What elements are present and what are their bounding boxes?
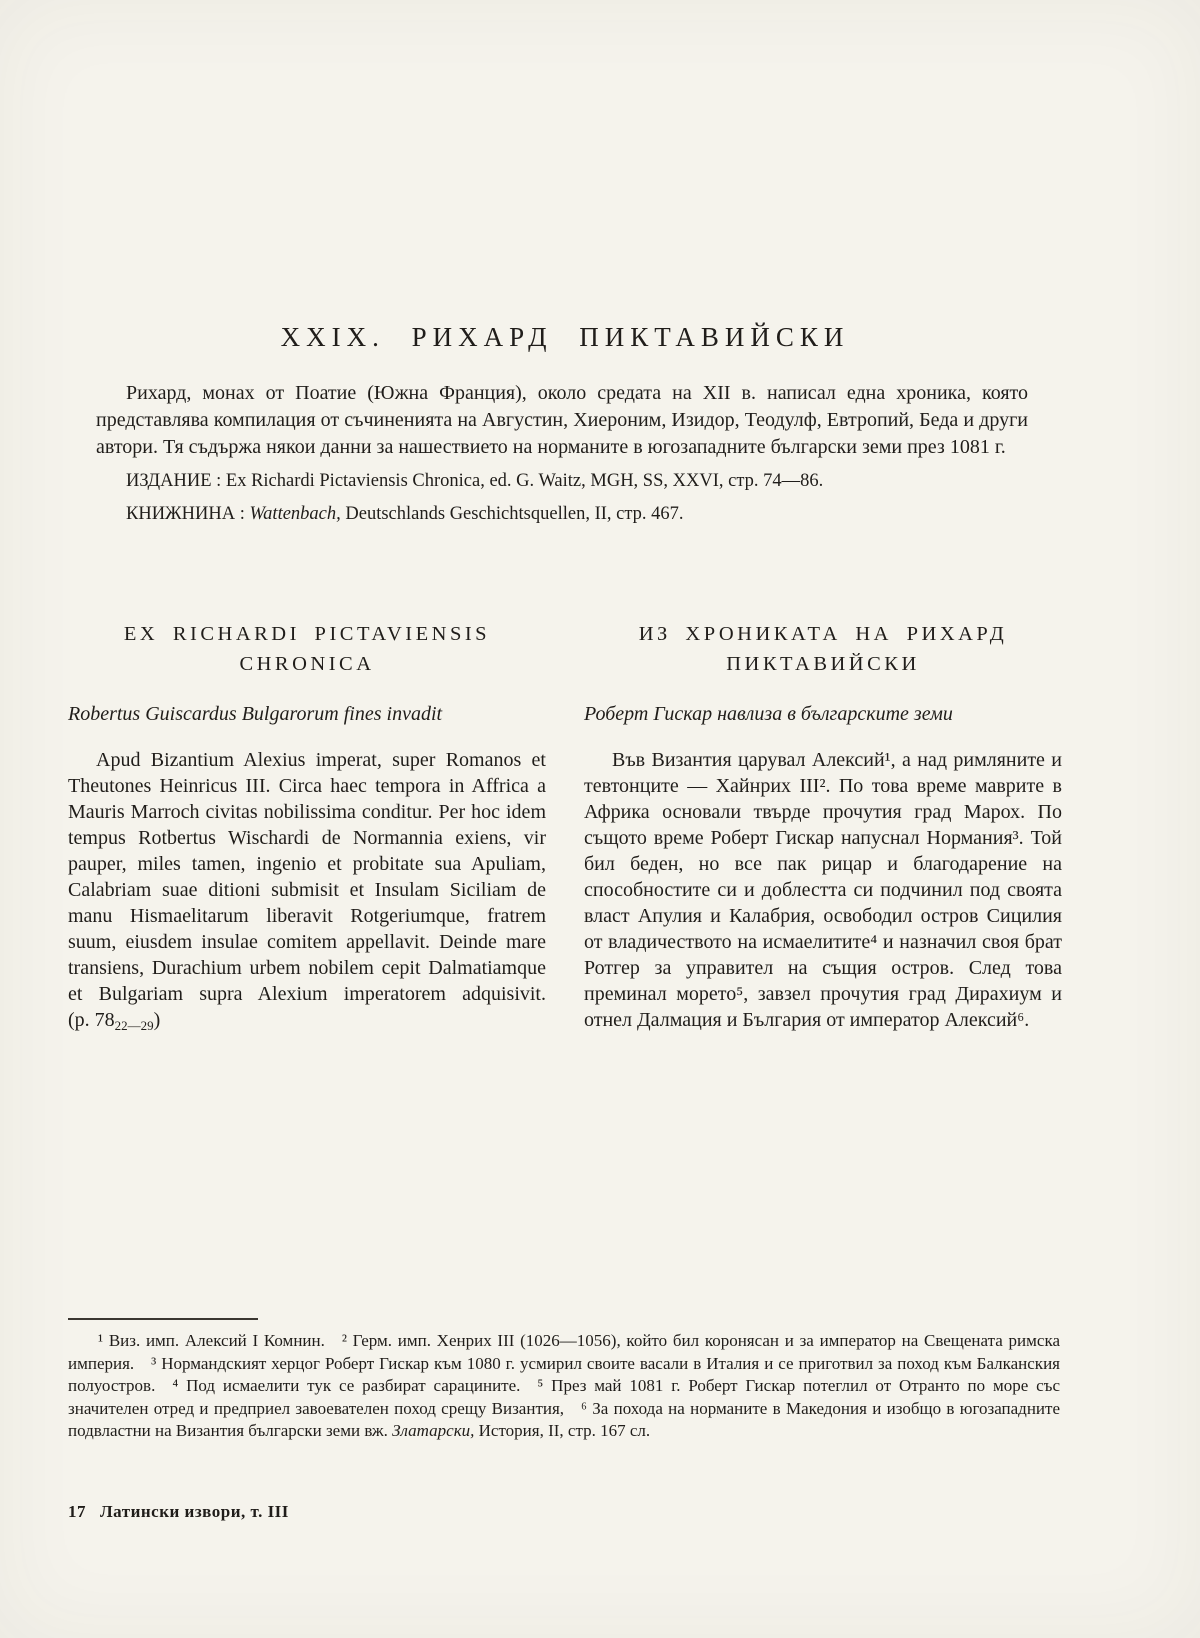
- footnote-separator-rule: [68, 1318, 258, 1320]
- footnotes-text: [68, 1330, 1060, 1443]
- edition-label: ИЗДАНИЕ :: [126, 471, 222, 491]
- footnote-author-italic: Златарски,: [392, 1421, 475, 1440]
- bulgarian-body: Във Византия царувал Алексий¹, а над римляните и тевтонците — Хайнрих III². По това време маврите в Африка основали твърде прочутия град Марох. По същото време Роберт Гискар напуснал Нормания³. Той бил беден, но все пак рицар и благодарение на способностите си и доблестта си подчинил под своята власт Апулия и Калабрия, освободил остров Сицилия от владичеството на исмаелитите⁴ и назначил своя брат Ротгер за управител на същия остров. След това преминал морето⁵, завзел прочутия град Дирахиум и отнел Далмация и България от император Алексий⁶.: [584, 749, 1062, 1031]
- literature-label: КНИЖНИНА :: [126, 504, 245, 524]
- page-ref-prefix: (p. 78: [68, 1009, 115, 1031]
- footnotes-section: [68, 1318, 1060, 1443]
- signature-number: 17: [68, 1502, 86, 1521]
- latin-heading-line2: CHRONICA: [239, 653, 375, 675]
- latin-heading-line1: EX RICHARDI PICTAVIENSIS: [123, 623, 491, 645]
- latin-body-text: Apud Bizantium Alexius imperat, super Romanos et Theutones Heinricus III. Circa haec tempora in Affrica a Mauris Marroch civitas nobilissima conditur. Per hoc idem tempus Rotbertus Wischardi de Normannia exiens, vir pauper, miles tamen, ingenio et probitate sua Apuliam, Calabriam suae ditioni submisit et Insulam Siciliam de manu Hismaelitarum liberavit Rotgeriumque, fratrem suum, eiusdem insulae comitem appellavit. Deinde mare transiens, Durachium urbem nobilem cepit Dalmatiamque et Bulgariam supra Alexium imperatorem adquisivit.: [68, 749, 546, 1005]
- edition-text: Ex Richardi Pictaviensis Chronica, ed. G. Waitz, MGH, SS, XXVI, стр. 74—86.: [225, 471, 824, 491]
- page-footer-signature: [68, 1502, 289, 1522]
- latin-column-heading: [68, 619, 546, 679]
- bulgarian-heading-line2: ПИКТАВИЙСКИ: [726, 653, 920, 675]
- literature-line: [96, 501, 1028, 527]
- literature-author: Wattenbach,: [249, 504, 341, 524]
- literature-text: Deutschlands Geschichtsquellen, II, стр. 467.: [345, 504, 684, 524]
- page-ref-line-numbers: 22—29: [114, 1018, 154, 1033]
- edition-line: [96, 468, 1028, 494]
- page-content: [68, 0, 1062, 1033]
- latin-page-reference: [68, 1009, 160, 1031]
- chapter-title: XXIX. РИХАРД ПИКТАВИЙСКИ: [280, 322, 850, 352]
- parallel-text-columns: [68, 619, 1062, 1033]
- bulgarian-subheading: Роберт Гискар навлиза в българските земи: [584, 703, 953, 725]
- chapter-header: [68, 380, 1062, 527]
- series-title: Латински извори, т. III: [100, 1502, 289, 1521]
- intro-paragraph: Рихард, монах от Поатие (Южна Франция), около средата на XII в. написал една хроника, която представлява компилация от съчиненията на Августин, Хиероним, Изидор, Теодулф, Евтропий, Беда и други автори. Тя съдържа някои данни за нашествието на норманите в югозападните български земи през 1081 г.: [96, 382, 1028, 458]
- footnotes-part2: История, II, стр. 167 сл.: [474, 1421, 651, 1440]
- bulgarian-column-heading: [584, 619, 1062, 679]
- latin-column: [68, 619, 546, 1033]
- bulgarian-heading-line1: ИЗ ХРОНИКАТА НА РИХАРД: [638, 623, 1008, 645]
- latin-subheading: Robertus Guiscardus Bulgarorum fines invadit: [68, 703, 443, 725]
- page-ref-suffix: ): [153, 1009, 161, 1031]
- latin-body: [68, 747, 546, 1033]
- bulgarian-column: [584, 619, 1062, 1033]
- footnotes-part1: ¹ Виз. имп. Алексий I Комнин. ² Герм. имп. Хенрих III (1026—1056), който бил коронясан и за император на Свещената римска империя. ³ Нормандският херцог Роберт Гискар към 1080 г. усмирил своите васали в Италия и се приготвил за поход към Балканския полуостров. ⁴ Под исмаелити тук се разбират сарацините. ⁵ През май 1081 г. Роберт Гискар потеглил от Отранто по море със значителен отред и предприел завоевателен поход срещу Византия, ⁶ За похода на норманите в Македония и изобщо в югозападните подвластни на Византия български земи вж.: [68, 1331, 1060, 1440]
